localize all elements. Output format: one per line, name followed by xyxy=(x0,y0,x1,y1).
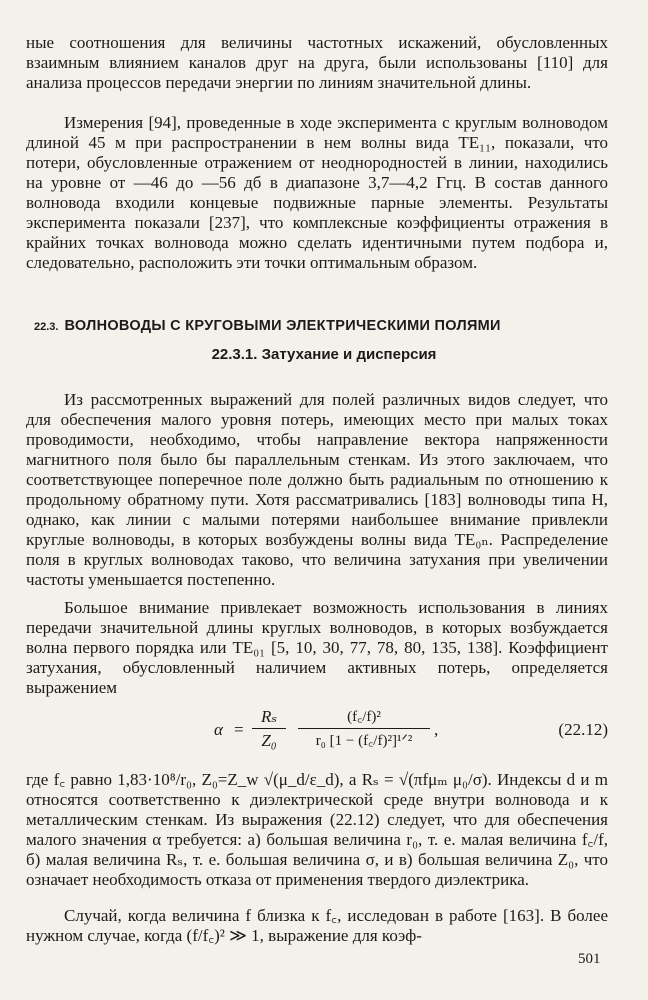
attention-paragraph-text: Большое внимание привлекает возможность использования в линиях передачи значительной длины круглых волноводов, в которых возбуждается волна первого порядка или TE₀₁ [5, 10, 30, 77, 78, 80, 135, 138]. Коэффициент затухания, обусловленный наличием активных потерь, определяется выражением xyxy=(26,598,608,697)
measurements-paragraph xyxy=(26,113,608,273)
case-paragraph xyxy=(26,906,608,946)
case-paragraph-text: Случай, когда величина f близка к f꜀, исследован в работе [163]. В более нужном случае, когда (f/f꜀)² ≫ 1, выражение для коэф- xyxy=(26,906,608,945)
measurements-paragraph-text: Измерения [94], проведенные в ходе эксперимента с круглым волноводом длиной 45 м при распространении в нем волны вида TE₁₁, показали, что потери, обусловленные отражением от неоднородностей в линии, находились на уровне от —46 до —56 дб в диапазоне 3,7—4,2 Ггц. В состав данного волновода входили концевые подвижные парные элементы. Результаты эксперимента показали [237], что комплексные коэффициенты отражения в крайних точках волновода можно сделать идентичными путем подбора и, следовательно, расположить эти точки оптимальным образом. xyxy=(26,113,608,272)
page-number: 501 xyxy=(578,951,601,967)
section-heading xyxy=(34,318,594,334)
section-title: ВОЛНОВОДЫ С КРУГОВЫМИ ЭЛЕКТРИЧЕСКИМИ ПОЛЯМИ xyxy=(64,318,501,334)
formula-fraction-1 xyxy=(252,706,286,751)
top-paragraph xyxy=(26,33,608,93)
where-paragraph-text: где f꜀ равно 1,83·10⁸/r₀, Z₀=Z_w √(μ_d/ε_d), а Rₛ = √(πfμₘ μ₀/σ). Индексы d и m относятся соответственно к диэлектрической среде внутри волновода и к металлическим стенкам. Из выражения (22.12) следует, что для обеспечения малого значения α требуется: а) большая величина r₀, т. е. малая величина f꜀/f, б) малая величина Rₛ, т. е. большая величина σ, и в) большая величина Z₀, что означает необходимость отказа от применения твердого диэлектрика. xyxy=(26,770,608,889)
section-number: 22.3. xyxy=(34,321,59,333)
formula-comma: , xyxy=(434,720,439,739)
formula-fraction-1-denominator: Z₀ xyxy=(261,731,277,750)
subsection-heading: 22.3.1. Затухание и дисперсия xyxy=(211,346,437,363)
top-paragraph-text: ные соотношения для величины частотных искажений, обусловленных взаимным влиянием каналов друг на друга, были использованы [110] для анализа процессов передачи энергии по линиям значительной длины. xyxy=(26,33,608,92)
fields-paragraph xyxy=(26,390,608,590)
formula-number: (22.12) xyxy=(558,720,608,739)
formula-fraction-1-numerator: Rₛ xyxy=(252,706,286,729)
formula-lhs: α xyxy=(214,720,223,739)
attention-paragraph xyxy=(26,598,608,698)
where-paragraph xyxy=(26,770,608,890)
formula-22-12 xyxy=(214,706,608,758)
formula-fraction-2-numerator: (f꜀/f)² xyxy=(298,706,430,729)
formula-fraction-2-denominator: r₀ [1 − (f꜀/f)²]¹ᐟ² xyxy=(315,733,413,749)
fields-paragraph-text: Из рассмотренных выражений для полей различных видов следует, что для обеспечения малого уровня потерь, имеющих место при малых токах проводимости, необходимо, чтобы направление вектора напряженности магнитного поля было бы параллельным стенкам. Из этого заключаем, что соответствующее поперечное поле должно быть радиальным по отношению к продольному обратному пути. Хотя рассматривались [183] волноводы типа H, однако, как линии с малыми потерями наибольшее внимание привлекли круглые волноводы, в которых возбуждены волны вида TE₀ₙ. Распределение поля в круглых волноводах таково, что величина затухания при увеличении частоты уменьшается постепенно. xyxy=(26,390,608,589)
formula-fraction-2 xyxy=(298,706,430,751)
formula-equals: = xyxy=(234,720,244,739)
